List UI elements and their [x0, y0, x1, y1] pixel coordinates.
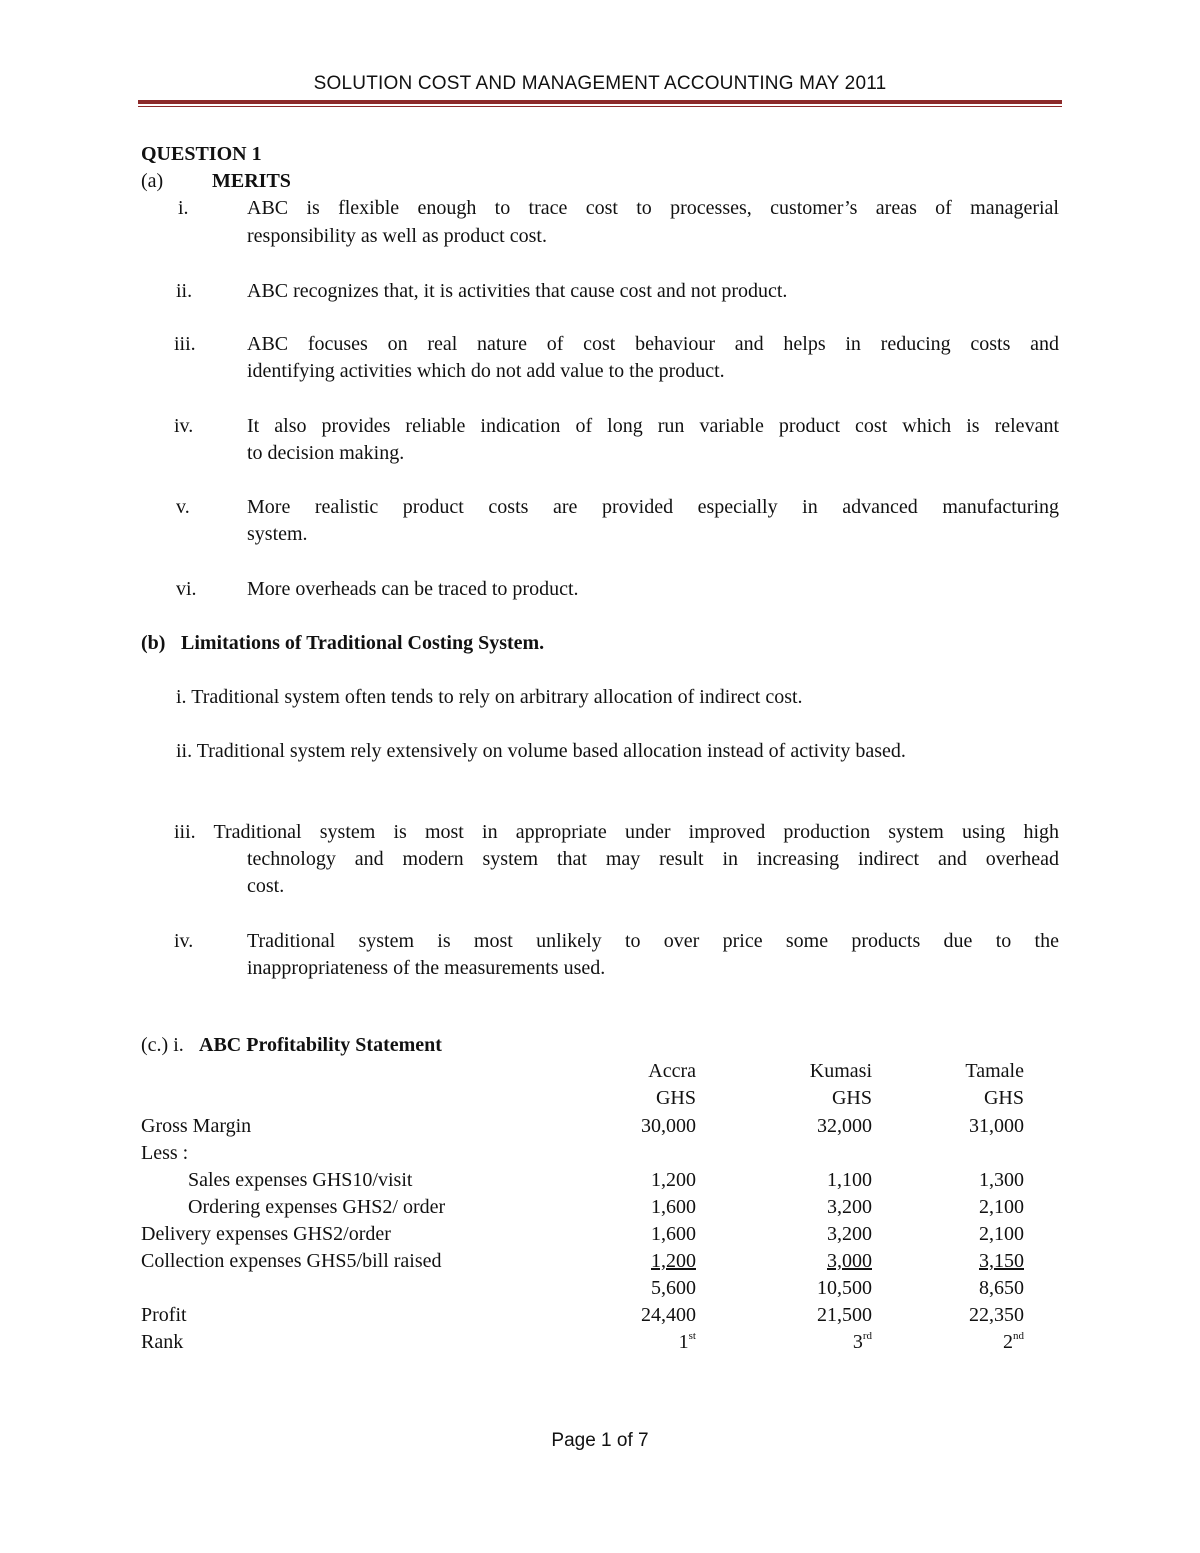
limitation-text: i. Traditional system often tends to rely on arbitrary allocation of indirect cost. — [176, 686, 803, 708]
merit-text-cont: identifying activities which do not add value to the product. — [247, 360, 725, 382]
merit-text: More realistic product costs are provided especially in advanced manufacturing — [247, 496, 1059, 518]
merit-number: iv. — [174, 415, 194, 437]
cell-value: 3,200 — [827, 1196, 872, 1218]
rank-value: 1st — [678, 1330, 696, 1353]
header-rule-thick — [138, 100, 1062, 104]
row-label: Ordering expenses GHS2/ order — [188, 1196, 446, 1218]
part-a-label: (a) — [141, 170, 164, 192]
cell-value: 1,200 — [651, 1250, 696, 1272]
limitation-text: iii. Traditional system is most in appropriate under improved production system using high — [174, 821, 1059, 843]
merit-number: vi. — [176, 578, 197, 600]
cell-value: 21,500 — [817, 1304, 872, 1326]
question-title: QUESTION 1 — [141, 143, 262, 165]
merit-number: iii. — [174, 333, 196, 355]
rank-value: 2nd — [1003, 1330, 1024, 1353]
part-b-heading: Limitations of Traditional Costing System. — [181, 632, 545, 654]
cell-value: 30,000 — [641, 1115, 696, 1137]
cell-value: 22,350 — [969, 1304, 1024, 1326]
merit-text: ABC recognizes that, it is activities that cause cost and not product. — [247, 280, 788, 302]
rank-value: 3rd — [852, 1330, 872, 1353]
limitation-text-cont: inappropriateness of the measurements used. — [247, 957, 606, 979]
row-label: Collection expenses GHS5/bill raised — [141, 1250, 442, 1272]
column-currency: GHS — [983, 1087, 1024, 1109]
cell-value: 1,100 — [827, 1169, 872, 1191]
cell-value: 1,200 — [651, 1169, 696, 1191]
merit-text-cont: to decision making. — [247, 442, 405, 464]
column-header-accra: Accra — [648, 1060, 696, 1082]
row-label: Delivery expenses GHS2/order — [141, 1223, 391, 1245]
merit-text: ABC focuses on real nature of cost behaviour and helps in reducing costs and — [247, 333, 1059, 355]
cell-value: 3,200 — [827, 1223, 872, 1245]
part-c-label: (c.) i. — [141, 1034, 184, 1056]
cell-value: 1,600 — [651, 1223, 696, 1245]
cell-value: 1,300 — [979, 1169, 1024, 1191]
cell-value: 3,150 — [979, 1250, 1024, 1272]
row-label: Sales expenses GHS10/visit — [188, 1169, 413, 1191]
limitation-number: iv. — [174, 930, 194, 952]
merit-text: It also provides reliable indication of long run variable product cost which is relevant — [247, 415, 1059, 437]
limitation-text-cont: technology and modern system that may result in increasing indirect and overhead — [247, 848, 1059, 870]
row-label: Profit — [141, 1304, 187, 1326]
merit-text: ABC is flexible enough to trace cost to processes, customer’s areas of managerial — [247, 197, 1059, 219]
total-value: 8,650 — [979, 1277, 1024, 1299]
row-label: Gross Margin — [141, 1115, 252, 1137]
limitation-text: Traditional system is most unlikely to over price some products due to the — [247, 930, 1059, 952]
column-header-kumasi: Kumasi — [809, 1060, 872, 1082]
cell-value: 31,000 — [969, 1115, 1024, 1137]
merit-number: v. — [176, 496, 190, 518]
row-label: Less : — [141, 1142, 189, 1164]
rank-label: Rank — [141, 1331, 184, 1353]
limitation-text: ii. Traditional system rely extensively on volume based allocation instead of activity based. — [176, 740, 906, 762]
cell-value: 24,400 — [641, 1304, 696, 1326]
merit-text-cont: responsibility as well as product cost. — [247, 225, 547, 247]
cell-value: 32,000 — [817, 1115, 872, 1137]
merit-number: ii. — [176, 280, 193, 302]
merit-number: i. — [178, 197, 189, 219]
page-header-title: SOLUTION COST AND MANAGEMENT ACCOUNTING MAY 2011 — [313, 73, 887, 94]
total-value: 10,500 — [817, 1277, 872, 1299]
merit-text: More overheads can be traced to product. — [247, 578, 579, 600]
cell-value: 1,600 — [651, 1196, 696, 1218]
page-footer: Page 1 of 7 — [551, 1430, 649, 1451]
cell-value: 2,100 — [979, 1196, 1024, 1218]
limitation-text-cont: cost. — [247, 875, 285, 897]
part-b-label: (b) — [141, 632, 166, 654]
part-a-heading: MERITS — [212, 170, 291, 192]
cell-value: 3,000 — [827, 1250, 872, 1272]
column-currency: GHS — [831, 1087, 872, 1109]
cell-value: 2,100 — [979, 1223, 1024, 1245]
total-value: 5,600 — [651, 1277, 696, 1299]
merit-text-cont: system. — [247, 523, 308, 545]
part-c-heading: ABC Profitability Statement — [199, 1034, 442, 1056]
column-currency: GHS — [655, 1087, 696, 1109]
header-rule-thin — [138, 106, 1062, 107]
column-header-tamale: Tamale — [965, 1060, 1024, 1082]
